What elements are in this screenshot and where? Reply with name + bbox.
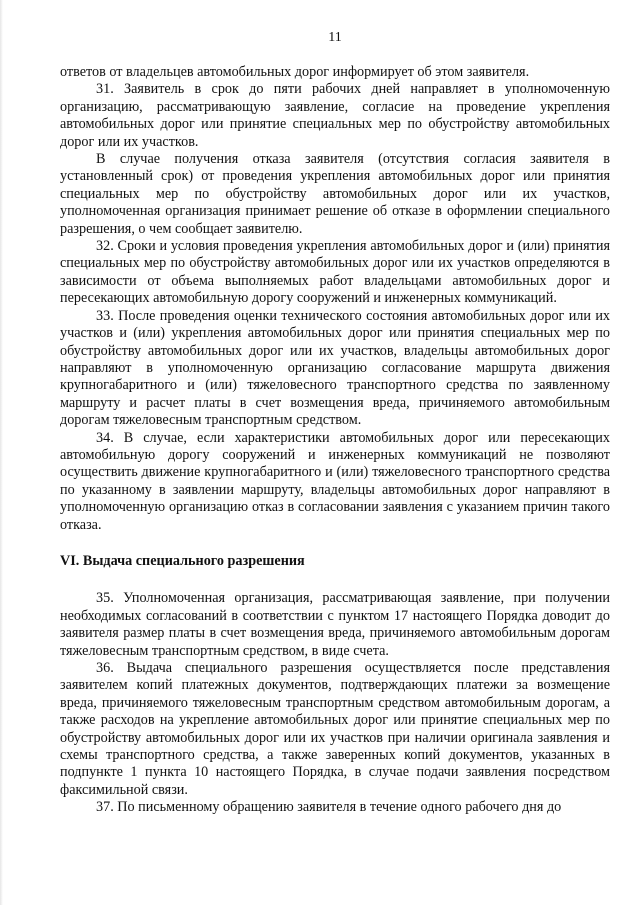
scan-edge-shadow (0, 0, 3, 905)
paragraph-31: 31. Заявитель в срок до пяти рабочих дней направляет в уполномоченную организацию, рассматривающую заявление, согласие на проведение укрепления автомобильных дорог или принятие специальных мер по обустройству автомобильных дорог или их участков. (60, 81, 610, 150)
paragraph-37: 37. По письменному обращению заявителя в течение одного рабочего дня до (96, 799, 562, 816)
paragraph-30-continuation: ответов от владельцев автомобильных дорог информирует об этом заявителя. (60, 64, 530, 80)
paragraph-32: 32. Сроки и условия проведения укрепления автомобильных дорог и (или) принятия специальных мер по обустройству автомобильных дорог или их участков определяются в зависимости от объема выполняемых работ владельцами автомобильных дорог и пересекающих автомобильную дорогу сооружений и инженерных коммуникаций. (60, 238, 610, 307)
paragraph-31-refusal: В случае получения отказа заявителя (отсутствия согласия заявителя в установленный срок) от проведения укрепления автомобильных дорог или принятия специальных мер по обустройству автомобильных дорог или их участков, уполномоченная организация принимает решение об отказе в оформлении специального разрешения, о чем сообщает заявителю. (60, 151, 610, 237)
document-body (60, 64, 610, 817)
paragraph-34: 34. В случае, если характеристики автомобильных дорог или пересекающих автомобильную дорогу сооружений и инженерных коммуникаций не позволяют осуществить движение крупногабаритного и (или) тяжеловесного транспортного средства по указанному в заявлении маршруту, владельцы автомобильных дорог направляют в уполномоченную организацию отказ в согласовании заявления с указанием причин такого отказа. (60, 429, 610, 533)
paragraph-36: 36. Выдача специального разрешения осуществляется после представления заявителем копий платежных документов, подтверждающих платежи за возмещение вреда, причиняемого тяжеловесным транспортным средством автомобильным дорогам, а также расходов на укрепление автомобильных дорог или принятие специальных мер по обустройству автомобильных дорог или их участков при наличии оригинала заявления и схемы транспортного средства, а также заверенных копий документов, указанных в подпункте 1 пункта 10 настоящего Порядка, в случае подачи заявления посредством факсимильной связи. (60, 660, 610, 798)
page-number: 11 (328, 30, 342, 45)
paragraph-35: 35. Уполномоченная организация, рассматривающая заявление, при получении необходимых согласований в соответствии с пунктом 17 настоящего Порядка доводит до заявителя размер платы в счет возмещения вреда, причиняемого автомобильным дорогам тяжеловесным транспортным средством, в виде счета. (60, 590, 610, 659)
paragraph-33: 33. После проведения оценки технического состояния автомобильных дорог или их участков и (или) укрепления автомобильных дорог или принятия специальных мер по обустройству автомобильных дорог или их участков, владельцы автомобильных дорог направляют в уполномоченную организацию согласование маршрута движения крупногабаритного и (или) тяжеловесного транспортного средства по заявленному маршруту и расчет платы в счет возмещения вреда, причиняемого автомобильным дорогам тяжеловесным транспортным средством. (60, 307, 610, 429)
section-heading: VI. Выдача специального разрешения (60, 552, 305, 569)
document-page (60, 0, 610, 905)
